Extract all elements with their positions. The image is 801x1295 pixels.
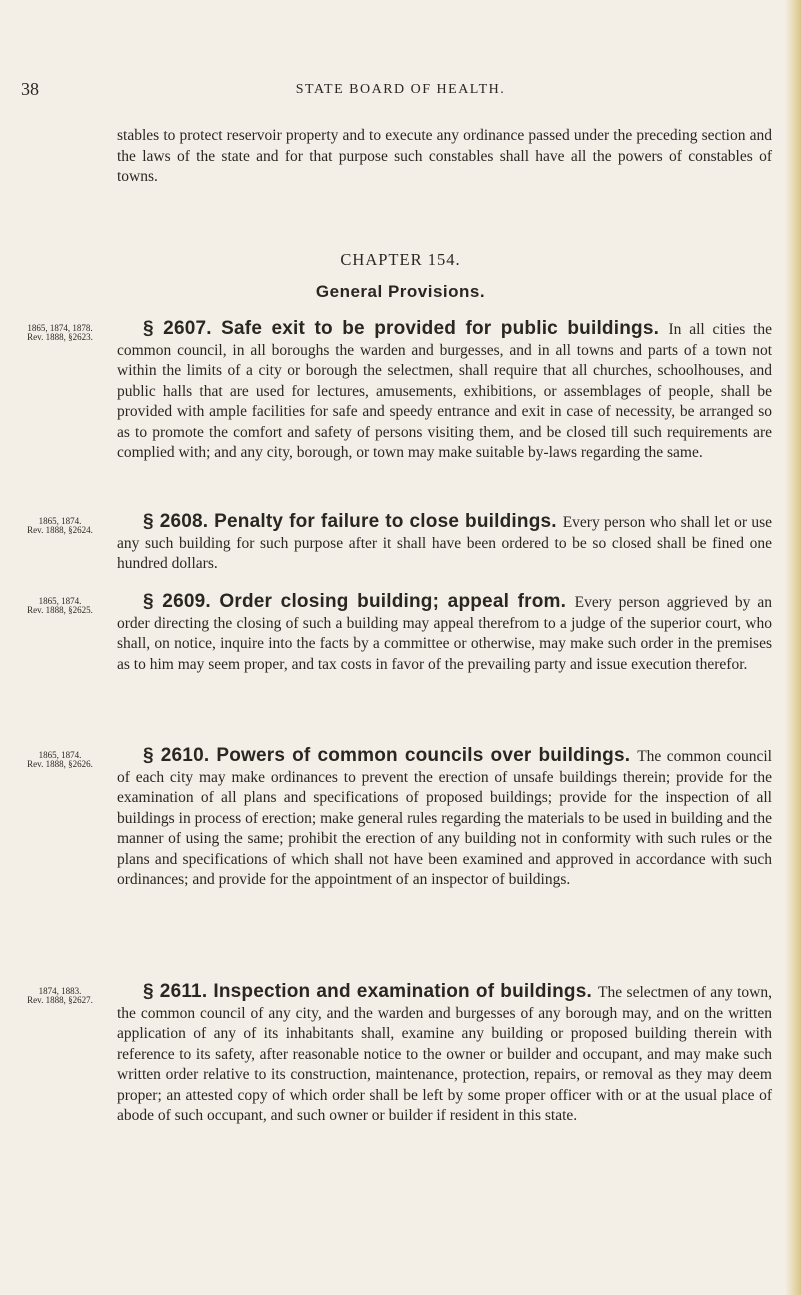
section-2607 [117,319,772,464]
margin-note-revision: Rev. 1888, §2624. [27,525,93,535]
margin-note [18,751,102,769]
margin-note-revision: Rev. 1888, §2625. [27,605,93,615]
page-number: 38 [21,79,39,99]
running-head: STATE BOARD OF HEALTH. [295,82,506,97]
section-2608 [117,512,772,575]
section-text: The selectmen of any town, the common council of any city, and the warden and burgesses of any borough may, and on the written application of any of its inhabitants shall, examine any building or proposed building therein with reference to its safety, after reasonable notice to the owner or builder and occupant, and may make such written order relative to its construction, maintenance, protection, repairs, or removal as they may deem proper; an attested copy of which order shall be left by some proper officer with or at the usual place of abode of such occupant, and such owner or builder if resident in this state. [117,984,772,1124]
section-text: The common council of each city may make ordinances to prevent the erection of unsafe buildings therein; provide for the examination of all plans and specifications of proposed buildings; provide for the inspection of all buildings in process of erection; make general rules regarding the materials to be used in building and the manner of using the same; prohibit the erection of any building not in conformity with such rules or the plans and specifications of which shall not have been examined and approved in accordance with such ordinances; and provide for the appointment of an inspector of buildings. [117,748,772,888]
margin-note [18,987,102,1005]
margin-note-years: 1865, 1874, 1878. [27,323,93,333]
section-title: § 2608. Penalty for failure to close buildings. [143,511,563,532]
section-text: Every person aggrieved by an order directing the closing of such a building may appeal therefrom to a judge of the superior court, who shall, on notice, inquire into the facts by a committee or otherwise, may make such order in the premises as to him may seem proper, and tax costs in favor of the prevailing party and issue execution therefor. [117,594,772,673]
margin-note-revision: Rev. 1888, §2623. [27,332,93,342]
chapter-heading: General Provisions. [315,282,486,301]
margin-note [18,517,102,535]
section-title: § 2609. Order closing building; appeal from. [143,591,575,612]
section-2610 [117,746,772,891]
section-text: Every person who shall let or use any such building for such purpose after it shall have been ordered to be so closed shall be fined one hundred dollars. [117,514,772,572]
chapter-title: CHAPTER 154. [340,250,461,269]
section-title: § 2610. Powers of common councils over buildings. [143,745,638,766]
section-title: § 2607. Safe exit to be provided for public buildings. [143,318,669,339]
margin-note [18,597,102,615]
margin-note-years: 1865, 1874. [38,516,82,526]
margin-note-revision: Rev. 1888, §2626. [27,759,93,769]
margin-note-years: 1865, 1874. [38,596,82,606]
margin-note [18,324,102,342]
intro-paragraph: stables to protect reservoir property and to execute any ordinance passed under the preceding section and the laws of the state and for that purpose such constables shall have all the powers of constables of towns. [117,127,772,185]
section-2609 [117,592,772,675]
section-title: § 2611. Inspection and examination of buildings. [143,981,599,1002]
margin-note-years: 1865, 1874. [38,750,82,760]
section-text: In all cities the common council, in all boroughs the warden and burgesses, and in all towns and parts of a town not within the limits of a city or borough the selectmen, shall require that all churches, schoolhouses, and public halls that are used for lectures, amusements, exhibitions, or assemblages of people, shall be provided with ample facilities for safe and speedy entrance and exit in case of necessity, be arranged so as to promote the comfort and safety of persons visiting them, and be closed till such requirements are complied with; and any city, borough, or town may make suitable by-laws regarding the same. [117,321,772,461]
margin-note-revision: Rev. 1888, §2627. [27,995,93,1005]
margin-note-years: 1874, 1883. [38,986,82,996]
page-edge-shadow [785,0,801,1295]
section-2611 [117,982,772,1127]
